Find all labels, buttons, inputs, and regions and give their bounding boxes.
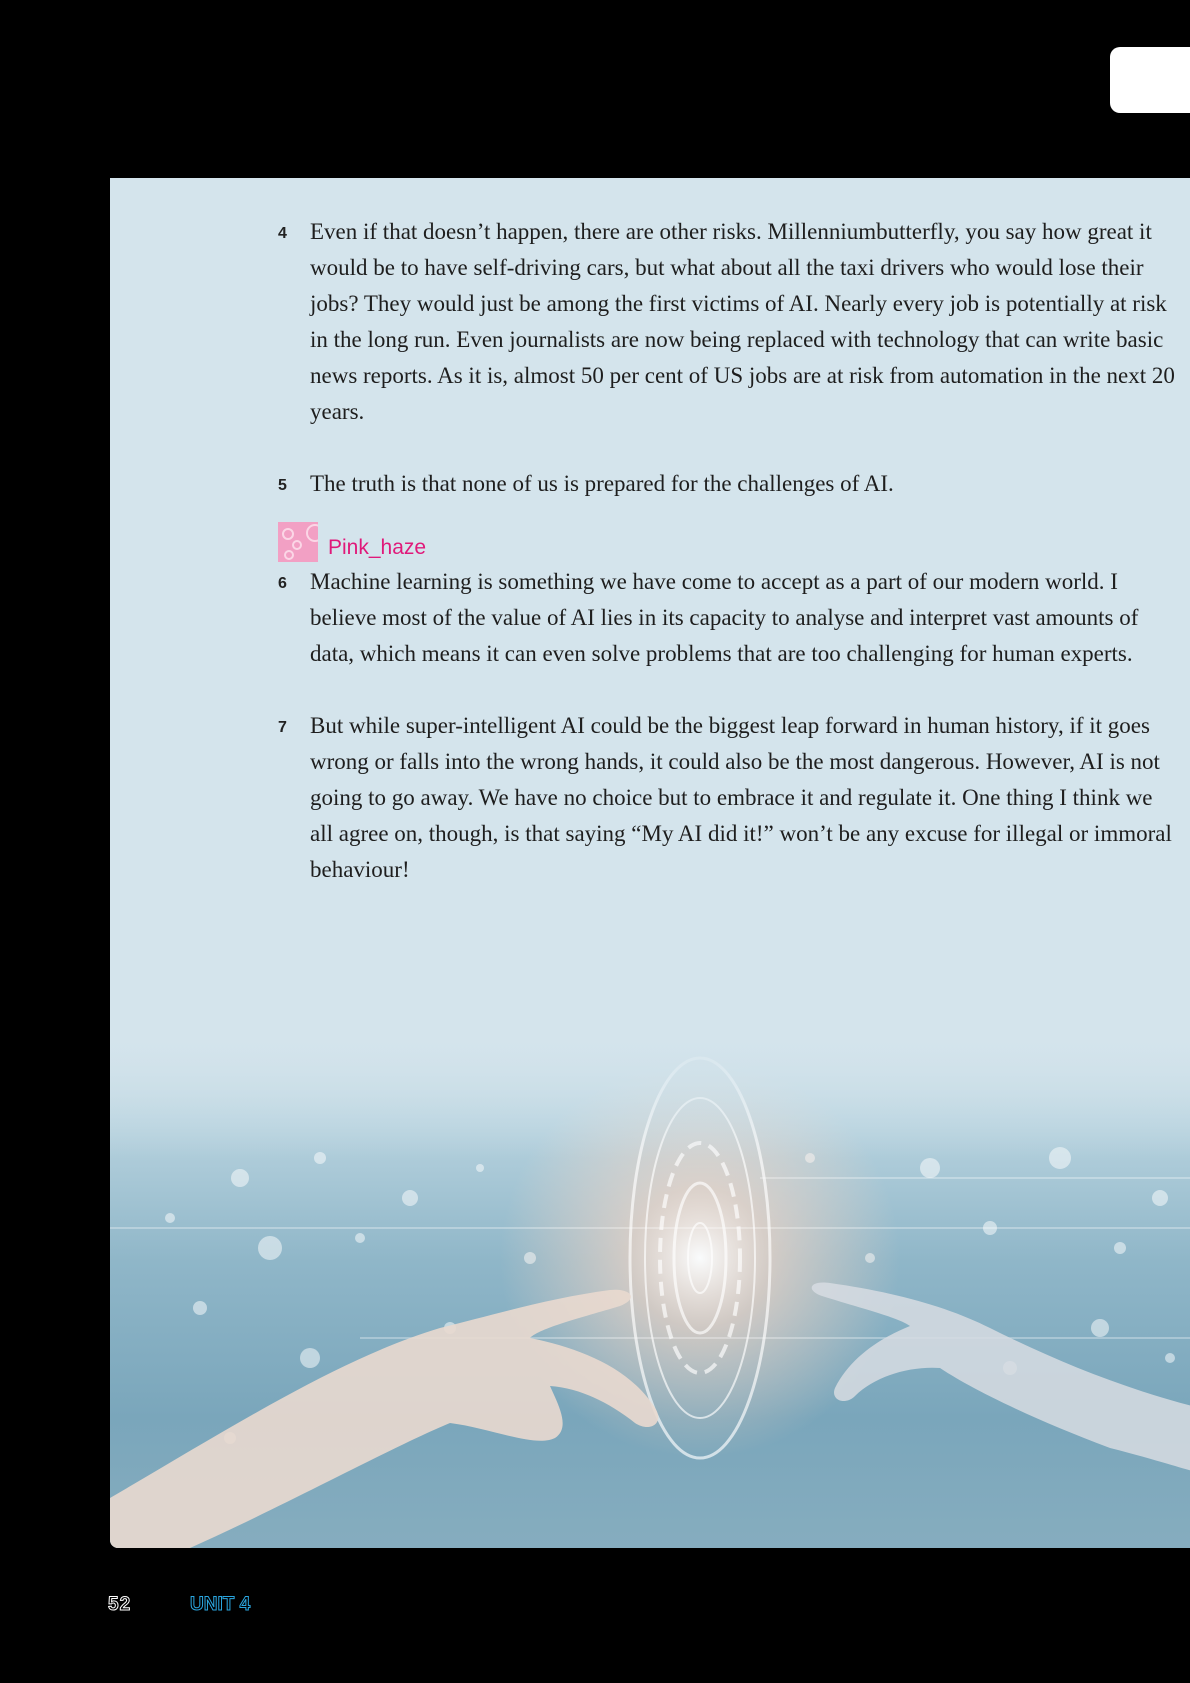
page-number: 52 [108,1594,132,1615]
human-robot-hands-image [110,1028,1190,1548]
unit-label: UNIT 4 [190,1594,251,1615]
article-body [278,214,1178,888]
forum-user [278,520,1178,562]
paragraph-number: 6 [278,575,287,592]
paragraph-text: But while super-intelligent AI could be the biggest leap forward in human history, if it goes wrong or falls into the wrong hands, it could also be the most dangerous. However, AI is not going to go away. We have no choice but to embrace it and regulate it. One thing I think we all agree on, though, is that saying “My AI did it!” won’t be any excuse for illegal or immoral behaviour! [310,713,1172,882]
page-footer [108,1594,251,1616]
paragraph-text: Machine learning is something we have come to accept as a part of our modern world. I believe most of the value of AI lies in its capacity to analyse and interpret vast amounts of data, which means it can even solve problems that are too challenging for human experts. [310,569,1139,666]
paragraph-5 [278,466,1178,502]
paragraph-4 [278,214,1178,430]
username[interactable]: Pink_haze [328,536,427,559]
paragraph-text: The truth is that none of us is prepared for the challenges of AI. [310,471,894,496]
page-tab [1110,47,1190,113]
paragraph-number: 7 [278,719,287,736]
paragraph-number: 5 [278,477,287,494]
paragraph-6 [278,564,1178,672]
human-robot-hands-icon [110,1028,1190,1548]
paragraph-text: Even if that doesn’t happen, there are other risks. Millenniumbutterfly, you say how great it would be to have self-driving cars, but what about all the taxi drivers who would lose their jobs? They would just be among the first victims of AI. Nearly every job is potentially at risk in the long run. Even journalists are now being replaced with technology that can write basic news reports. As it is, almost 50 per cent of US jobs are at risk from automation in the next 20 years. [310,219,1175,424]
paragraph-7 [278,708,1178,888]
avatar[interactable] [278,522,318,562]
paragraph-number: 4 [278,225,287,242]
content-panel [110,178,1190,1548]
